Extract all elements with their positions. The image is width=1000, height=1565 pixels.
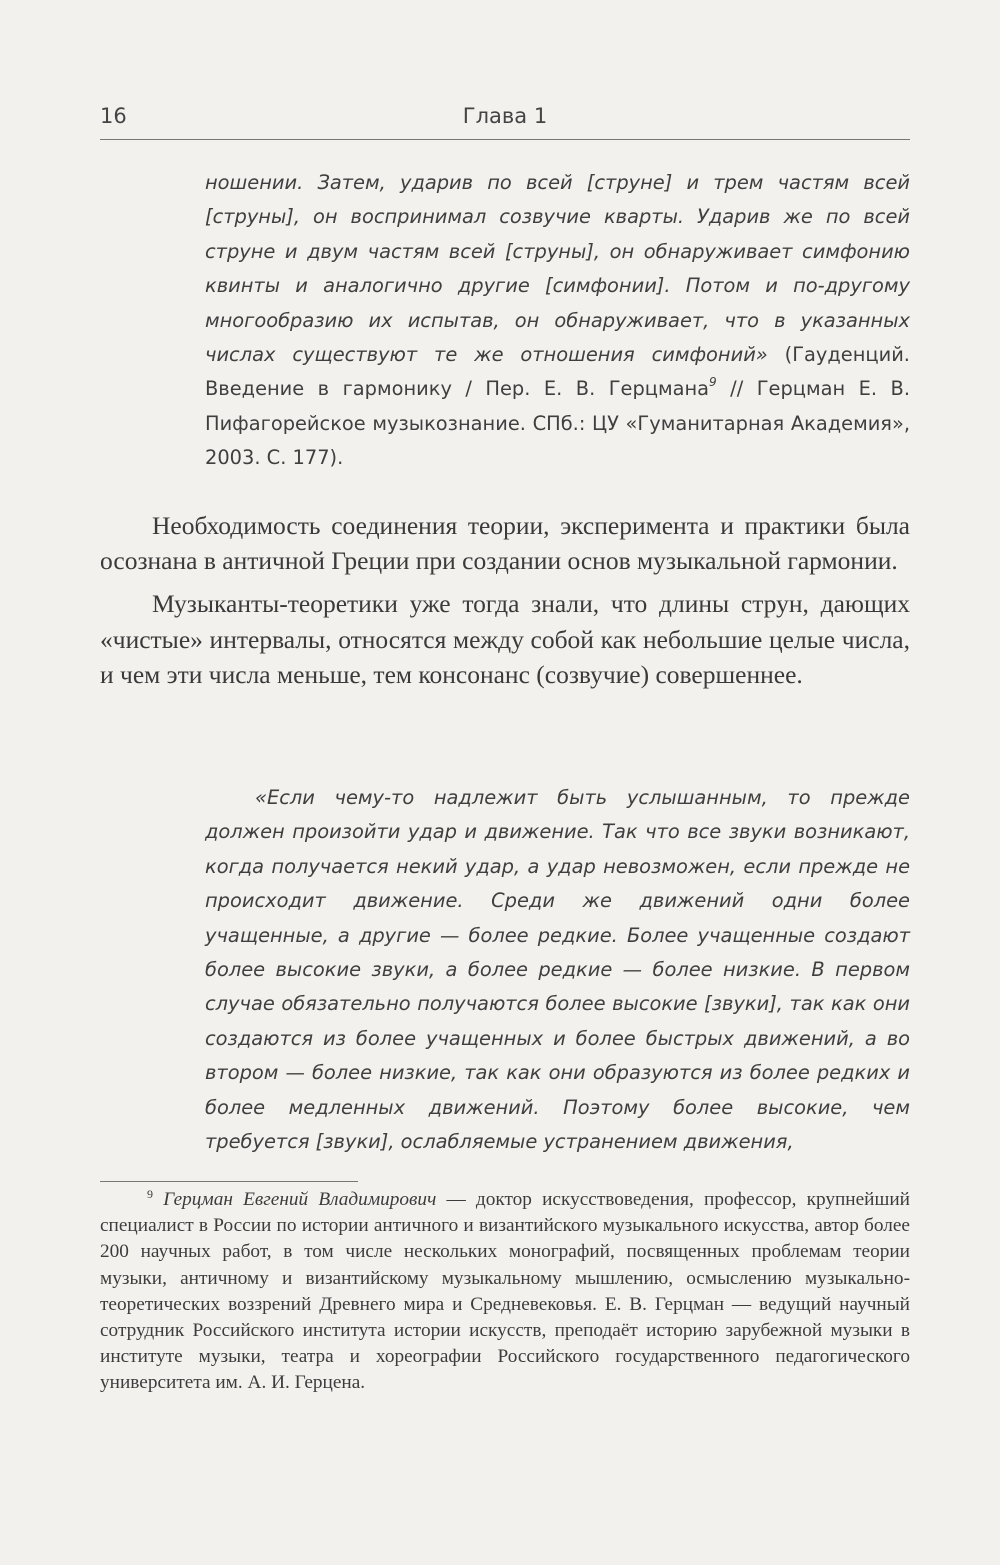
running-header bbox=[100, 104, 910, 138]
quote-text: ношении. Затем, ударив по всей [струне] и трем частям всей [струны], он воспринимал созвучие кварты. Ударив же по всей струне и двум частям всей [струны], он обнаруживает симфонию квинты и аналогично другие [симфонии]. Потом и по-другому многообразию их испытав, он обнаруживает, что в указанных числах существуют те же отношения симфоний» bbox=[205, 171, 910, 367]
quote-gaudentius bbox=[205, 166, 910, 476]
citation-start: (Гауденций. Введение в гармонику / Пер. Е. В. Герцмана bbox=[205, 343, 910, 401]
chapter-title: Глава 1 bbox=[462, 104, 548, 128]
footnote-ref[interactable]: 9 bbox=[709, 375, 717, 390]
paragraph: Музыканты-теоретики уже тогда знали, что длины струн, дающих «чистые» интервалы, относятся между собой как небольшие целые числа, и чем эти числа меньше, тем консонанс (созвучие) совершеннее. bbox=[100, 589, 910, 689]
footnote-text: — доктор искусствоведения, профессор, крупнейший специалист в России по истории античного и византийского музыкального искусства, автор более 200 научных работ, в том числе нескольких монографий, посвященных проблемам теории музыки, античному и византийскому музыкальному мышлению, осмыслению музыкально-теоретических воззрений Древнего мира и Средневековья. Е. В. Герцман — ведущий научный сотрудник Российского института истории искусств, преподаёт историю зарубежной музыки в институте музыки, театра и хореографии Российского государственного педагогического университета им. А. И. Герцена. bbox=[100, 1189, 910, 1394]
page-number: 16 bbox=[100, 104, 127, 128]
citation-end: // Герцман Е. В. Пифагорейское музыкознание. СПб.: ЦУ «Гуманитарная Академия», 2003. С. 177). bbox=[205, 377, 910, 470]
body-text bbox=[100, 508, 910, 700]
paragraph: Необходимость соединения теории, эксперимента и практики была осознана в античной Греции при создании основ музыкальной гармонии. bbox=[100, 511, 910, 576]
footnote-author: Герцман Евгений Владимирович bbox=[163, 1189, 437, 1210]
header-rule bbox=[100, 139, 910, 140]
quote-sounds: «Если чему-то надлежит быть услышанным, то прежде должен произойти удар и движение. Так что все звуки возникают, когда получается некий удар, а удар невозможен, если прежде не происходит движение. Среди же движений одни более учащенные, а другие — более редкие. Более учащенные создают более высокие звуки, а более редкие — более низкие. В первом случае обязательно получаются более высокие [звуки], так как они создаются из более учащенных и более быстрых движений, а во втором — более низкие, так как они образуются из более редких и более медленных движений. Поэтому более высокие, чем требуется [звуки], ослабляемые устранением движения, bbox=[205, 786, 910, 1154]
footnote-rule bbox=[100, 1181, 358, 1182]
footnote bbox=[100, 1187, 910, 1397]
footnote-number: 9 bbox=[147, 1187, 153, 1201]
